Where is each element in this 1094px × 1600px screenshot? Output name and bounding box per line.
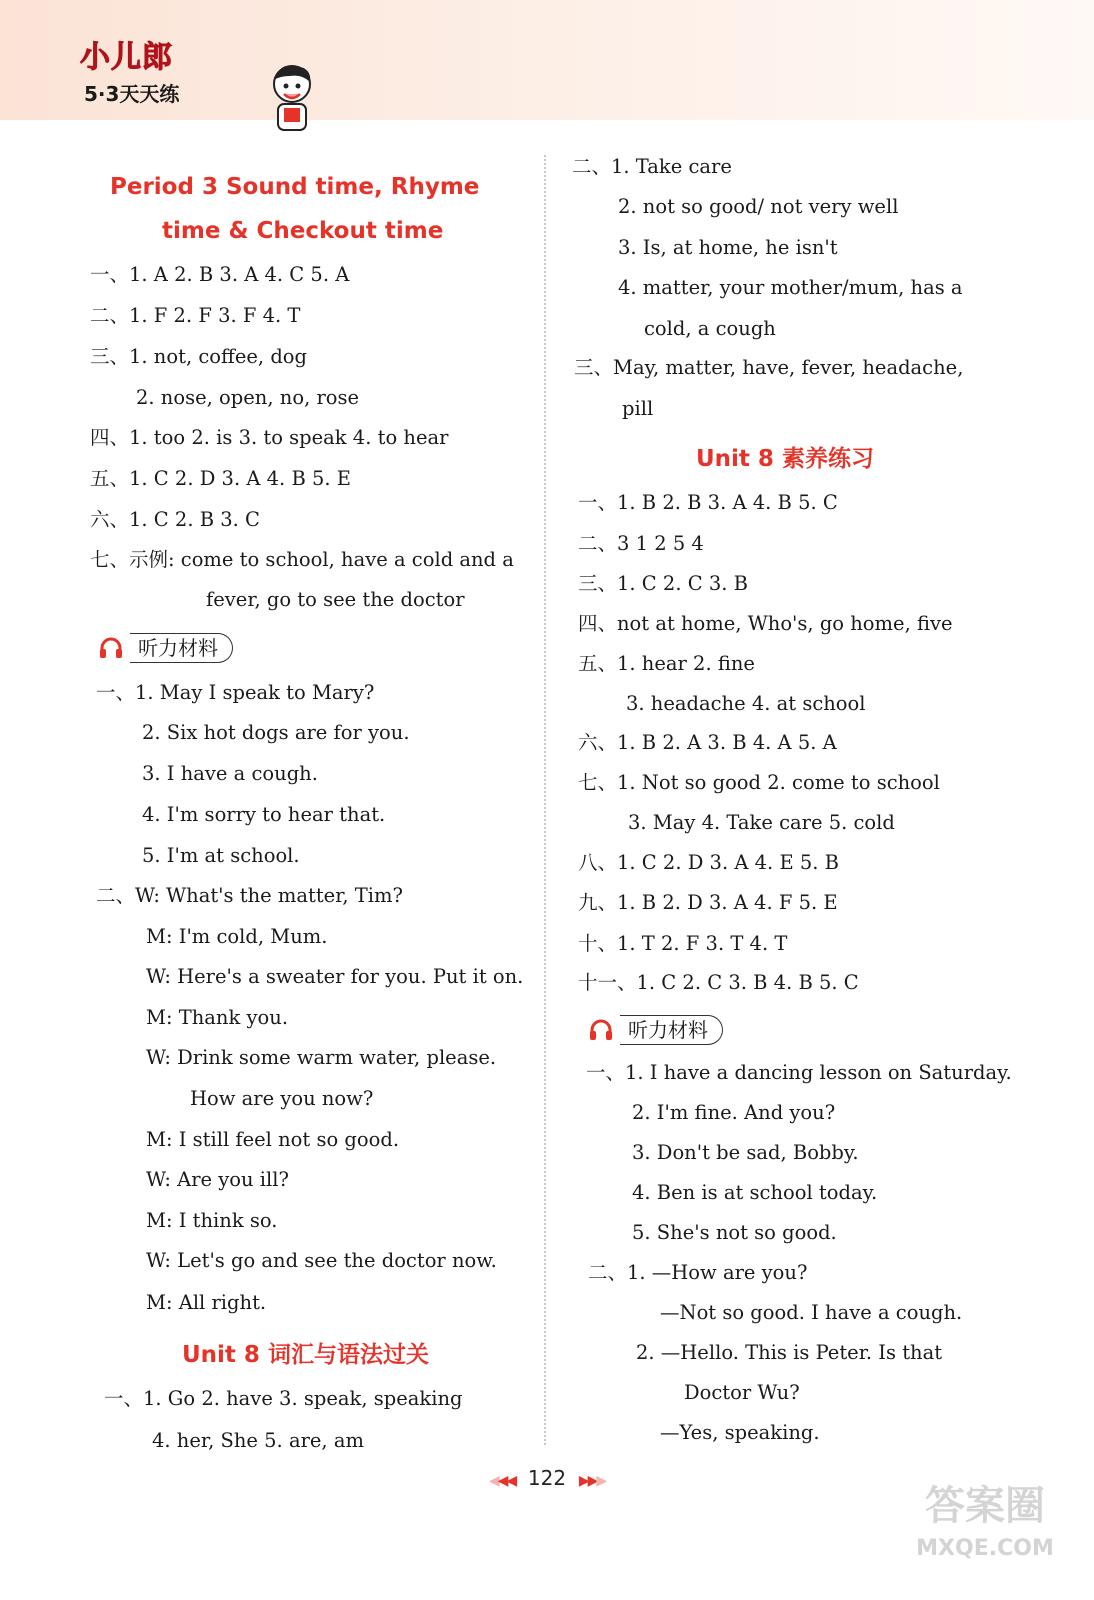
- mascot-icon: [266, 62, 318, 134]
- answer-line: 七、1. Not so good 2. come to school: [578, 771, 940, 794]
- vocab-section-title: Unit 8 词汇与语法过关: [182, 1342, 429, 1368]
- answer-line: 2. nose, open, no, rose: [136, 386, 360, 409]
- answer-line: 三、May, matter, have, fever, headache,: [574, 356, 964, 379]
- listening-line: 2. —Hello. This is Peter. Is that: [636, 1341, 943, 1364]
- answer-line: 七、示例: come to school, have a cold and a: [90, 548, 514, 571]
- listening-line: 3. Don't be sad, Bobby.: [632, 1141, 859, 1164]
- section-title-line-1: Period 3 Sound time, Rhyme: [110, 174, 480, 200]
- answer-line: 十一、1. C 2. C 3. B 4. B 5. C: [578, 971, 859, 994]
- answer-line: 3. headache 4. at school: [626, 692, 866, 715]
- answer-line: 3. May 4. Take care 5. cold: [628, 811, 895, 834]
- vocab-line: 4. her, She 5. are, am: [152, 1429, 364, 1452]
- brand-subtitle: 5·3天天练: [84, 82, 180, 106]
- listening-line: Doctor Wu?: [684, 1381, 800, 1404]
- answer-line: pill: [622, 397, 654, 420]
- headphones-icon: [98, 635, 124, 661]
- answer-line: 五、1. hear 2. fine: [578, 652, 755, 675]
- answer-line: 六、1. B 2. A 3. B 4. A 5. A: [578, 731, 837, 754]
- column-divider: [544, 155, 546, 1445]
- listening-line: M: All right.: [146, 1291, 267, 1314]
- watermark-line-2: MXQE.COM: [916, 1536, 1054, 1561]
- listening-line: M: I think so.: [146, 1209, 278, 1232]
- listening-line: 一、1. I have a dancing lesson on Saturday.: [586, 1061, 1012, 1084]
- prev-arrow-icon: ◀◀: [497, 1473, 516, 1489]
- listening-label: [588, 1014, 723, 1046]
- next-arrow-icon: ▶▶: [578, 1473, 597, 1489]
- listening-line: M: I still feel not so good.: [146, 1128, 400, 1151]
- answer-line: 八、1. C 2. D 3. A 4. E 5. B: [578, 851, 840, 874]
- listening-line: W: Drink some warm water, please.: [146, 1046, 497, 1069]
- answer-line: 二、1. Take care: [572, 155, 732, 178]
- brand-name: 小儿郎: [80, 40, 173, 75]
- answer-line: 二、1. F 2. F 3. F 4. T: [90, 304, 301, 327]
- answer-line: 四、not at home, Who's, go home, five: [578, 612, 953, 635]
- listening-line: 4. I'm sorry to hear that.: [142, 803, 386, 826]
- unit-section-title: Unit 8 素养练习: [696, 446, 874, 472]
- answer-line: 一、1. A 2. B 3. A 4. C 5. A: [90, 263, 350, 286]
- listening-line: W: Let's go and see the doctor now.: [146, 1249, 497, 1272]
- answer-line: cold, a cough: [644, 317, 776, 340]
- listening-line: M: Thank you.: [146, 1006, 289, 1029]
- listening-line: 2. I'm fine. And you?: [632, 1101, 836, 1124]
- answer-line: 六、1. C 2. B 3. C: [90, 508, 260, 531]
- listening-line: 二、W: What's the matter, Tim?: [96, 884, 403, 907]
- listening-line: M: I'm cold, Mum.: [146, 925, 328, 948]
- watermark: [900, 1478, 1070, 1588]
- answer-line: 三、1. C 2. C 3. B: [578, 572, 748, 595]
- answer-line: 一、1. B 2. B 3. A 4. B 5. C: [578, 491, 838, 514]
- answer-line: 二、3 1 2 5 4: [578, 532, 704, 555]
- answer-line: 2. not so good/ not very well: [618, 195, 899, 218]
- listening-label-text: 听力材料: [130, 633, 233, 663]
- answer-line: 4. matter, your mother/mum, has a: [618, 276, 963, 299]
- listening-line: W: Are you ill?: [146, 1168, 289, 1191]
- brand-logo: [74, 32, 254, 112]
- answer-line: 三、1. not, coffee, dog: [90, 345, 308, 368]
- listening-label-text: 听力材料: [620, 1015, 723, 1045]
- answer-line: 3. Is, at home, he isn't: [618, 236, 838, 259]
- listening-line: How are you now?: [190, 1087, 374, 1110]
- answer-line: 五、1. C 2. D 3. A 4. B 5. E: [90, 467, 352, 490]
- answer-line: 九、1. B 2. D 3. A 4. F 5. E: [578, 891, 838, 914]
- answer-line: 十、1. T 2. F 3. T 4. T: [578, 932, 788, 955]
- section-title-line-2: time & Checkout time: [162, 218, 444, 244]
- prev-arrow-icon: ◀: [488, 1473, 498, 1489]
- answer-line: 四、1. too 2. is 3. to speak 4. to hear: [90, 426, 449, 449]
- watermark-line-1: 答案圈: [925, 1483, 1045, 1529]
- page-number: 122: [527, 1466, 567, 1490]
- headphones-icon: [588, 1017, 614, 1043]
- vocab-line: 一、1. Go 2. have 3. speak, speaking: [104, 1387, 463, 1410]
- listening-line: 5. She's not so good.: [632, 1221, 837, 1244]
- listening-line: 3. I have a cough.: [142, 762, 318, 785]
- listening-line: 二、1. —How are you?: [588, 1261, 808, 1284]
- listening-line: 4. Ben is at school today.: [632, 1181, 878, 1204]
- listening-line: —Not so good. I have a cough.: [660, 1301, 963, 1324]
- listening-line: 5. I'm at school.: [142, 844, 300, 867]
- listening-line: —Yes, speaking.: [660, 1421, 820, 1444]
- listening-label: [98, 632, 233, 664]
- listening-line: W: Here's a sweater for you. Put it on.: [146, 965, 524, 988]
- next-arrow-icon: ▶: [596, 1473, 606, 1489]
- listening-line: 一、1. May I speak to Mary?: [96, 681, 375, 704]
- listening-line: 2. Six hot dogs are for you.: [142, 721, 410, 744]
- answer-line: fever, go to see the doctor: [206, 588, 465, 611]
